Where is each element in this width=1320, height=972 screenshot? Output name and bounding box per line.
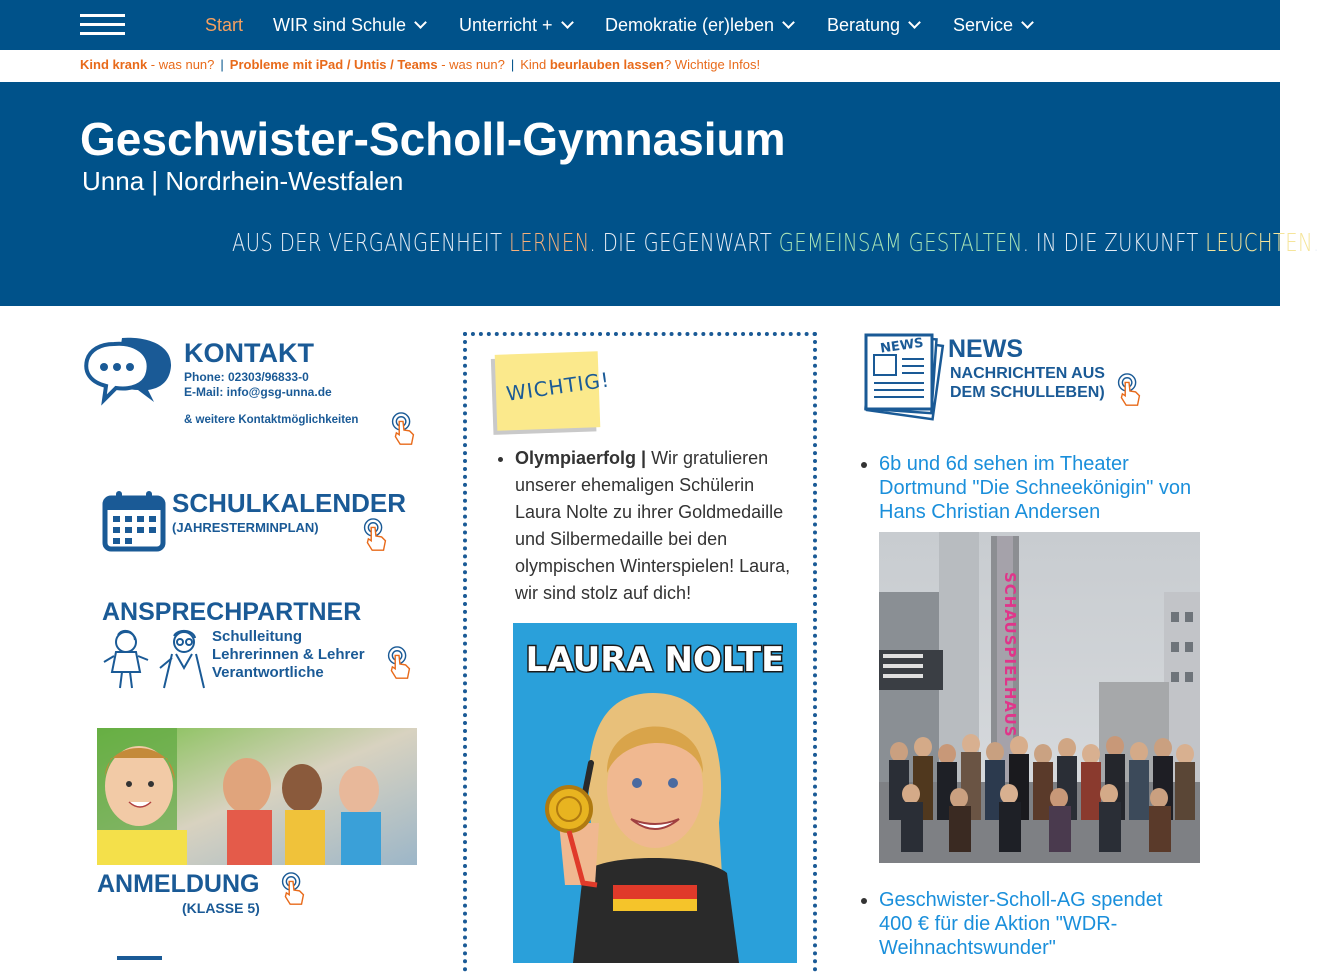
news-subtitle: DEM SCHULLEBEN) xyxy=(950,384,1105,401)
schauspielhaus-sign: SCHAUSPIELHAUS xyxy=(1001,572,1019,738)
news-link[interactable]: 6b und 6d sehen im Theater Dortmund "Die Schneekönigin" von Hans Christian Andersen xyxy=(879,453,1192,523)
school-title[interactable]: Geschwister-Scholl-Gymnasium xyxy=(80,113,786,165)
news-list-2 xyxy=(862,888,1200,960)
theater-photo[interactable] xyxy=(879,532,1200,863)
anmeldung-subtitle: (KLASSE 5) xyxy=(182,900,260,916)
news-link[interactable]: Geschwister-Scholl-AG spendet 400 € für die Aktion "WDR-Weihnachtswunder" xyxy=(879,889,1163,959)
news-item xyxy=(879,452,1200,524)
motto-highlight: GEMEINSAM GESTALTEN xyxy=(778,228,1023,257)
news-list xyxy=(862,452,1200,524)
nav-service[interactable] xyxy=(953,0,1032,50)
tap-hand-icon xyxy=(386,646,412,682)
link-text: ? Wichtige Infos! xyxy=(664,57,761,72)
separator: | xyxy=(220,57,224,72)
tap-hand-icon xyxy=(390,412,416,448)
ansprechpartner-card[interactable] xyxy=(102,598,422,693)
link-bold: Probleme mit iPad / Untis / Teams xyxy=(229,57,438,72)
newspaper-icon xyxy=(864,333,946,421)
nav-start-label: Start xyxy=(205,15,244,35)
kontakt-title: KONTAKT xyxy=(184,338,314,368)
laura-nolte-illustration xyxy=(513,623,797,963)
probleme-ipad-link[interactable] xyxy=(230,57,505,72)
link-bold: beurlauben lassen xyxy=(549,57,664,72)
school-motto xyxy=(232,228,1320,257)
item-heading: Olympiaerfolg | xyxy=(515,448,647,468)
chevron-down-icon xyxy=(1021,16,1034,29)
anmeldung-title: ANMELDUNG xyxy=(97,870,260,898)
kind-krank-link[interactable] xyxy=(80,57,214,72)
tap-hand-icon xyxy=(280,872,306,908)
item-text: Wir gratulieren unserer ehemaligen Schülerin Laura Nolte zu ihrer Goldmedaille und Silbermedaille bei den olympischen Winterspielen! Laura, wir sind stolz auf dich! xyxy=(515,448,791,603)
kalender-title: SCHULKALENDER xyxy=(172,488,406,518)
anmeldung-card[interactable] xyxy=(97,728,417,918)
kontakt-card[interactable] xyxy=(82,334,422,454)
school-subtitle: Unna | Nordrhein-Westfalen xyxy=(82,166,404,196)
kontakt-phone: Phone: 02303/96833-0 xyxy=(184,370,309,384)
news-title: NEWS xyxy=(948,335,1023,363)
laura-nolte-poster[interactable] xyxy=(513,623,797,963)
beurlauben-link[interactable] xyxy=(520,57,760,72)
ansprechpartner-line: Verantwortliche xyxy=(212,664,324,681)
chevron-down-icon xyxy=(908,16,921,29)
list-item xyxy=(515,445,797,607)
tap-hand-icon xyxy=(362,518,388,554)
link-text: - was nun? xyxy=(147,57,215,72)
children-photo xyxy=(97,728,417,865)
wichtig-postit xyxy=(495,351,612,431)
motto-part: AUS DER VERGANGENHEIT xyxy=(232,228,509,257)
news-subtitle: NACHRICHTEN AUS xyxy=(950,365,1105,382)
news-card[interactable] xyxy=(864,333,1154,423)
motto-part: . DIE GEGENWART xyxy=(589,228,779,257)
link-bold: Kind krank xyxy=(80,57,148,72)
nav-unterricht[interactable] xyxy=(459,0,572,50)
header-banner xyxy=(0,82,1320,306)
nav-label: Unterricht + xyxy=(459,15,553,35)
nav-beratung[interactable] xyxy=(827,0,919,50)
ansprechpartner-line: Lehrerinnen & Lehrer xyxy=(212,646,365,663)
motto-highlight: LEUCHTEN xyxy=(1205,228,1313,257)
chevron-down-icon xyxy=(561,16,574,29)
kontakt-more: & weitere Kontaktmöglichkeiten xyxy=(184,414,359,426)
link-text: Kind xyxy=(520,57,550,72)
info-bar xyxy=(0,50,1280,82)
tap-hand-icon xyxy=(1116,373,1142,409)
ansprechpartner-title: ANSPRECHPARTNER xyxy=(102,598,362,626)
hamburger-menu-icon[interactable] xyxy=(80,14,126,36)
schulkalender-card[interactable] xyxy=(102,488,422,560)
wichtig-list xyxy=(497,445,797,607)
nav-demokratie[interactable] xyxy=(605,0,793,50)
kalender-subtitle: (JAHRESTERMINPLAN) xyxy=(172,520,319,535)
calendar-icon xyxy=(102,490,166,552)
theater-group-photo xyxy=(879,532,1200,863)
nav-label: Demokratie (er)leben xyxy=(605,15,775,35)
motto-part: . xyxy=(1312,228,1320,257)
next-card-edge xyxy=(117,956,162,960)
top-navigation xyxy=(0,0,1280,50)
nav-start[interactable] xyxy=(205,0,243,50)
separator: | xyxy=(510,57,515,72)
poster-title: LAURA NOLTE xyxy=(525,640,785,680)
kontakt-email: E-Mail: info@gsg-unna.de xyxy=(184,385,332,399)
link-text: - was nun? xyxy=(437,57,505,72)
nav-wir-sind-schule[interactable] xyxy=(273,0,425,50)
nav-label: Beratung xyxy=(827,15,901,35)
nav-label: Service xyxy=(953,15,1014,35)
people-icon xyxy=(102,628,208,690)
nav-label: WIR sind Schule xyxy=(273,15,407,35)
ansprechpartner-line: Schulleitung xyxy=(212,628,302,645)
chevron-down-icon xyxy=(414,16,427,29)
speech-bubbles-icon xyxy=(82,334,177,406)
motto-highlight: LERNEN xyxy=(508,228,590,257)
newspaper-icon-label: NEWS xyxy=(879,335,925,357)
news-item xyxy=(879,888,1200,960)
postit-label: WICHTIG! xyxy=(504,367,612,406)
motto-part: . IN DIE ZUKUNFT xyxy=(1022,228,1206,257)
chevron-down-icon xyxy=(782,16,795,29)
